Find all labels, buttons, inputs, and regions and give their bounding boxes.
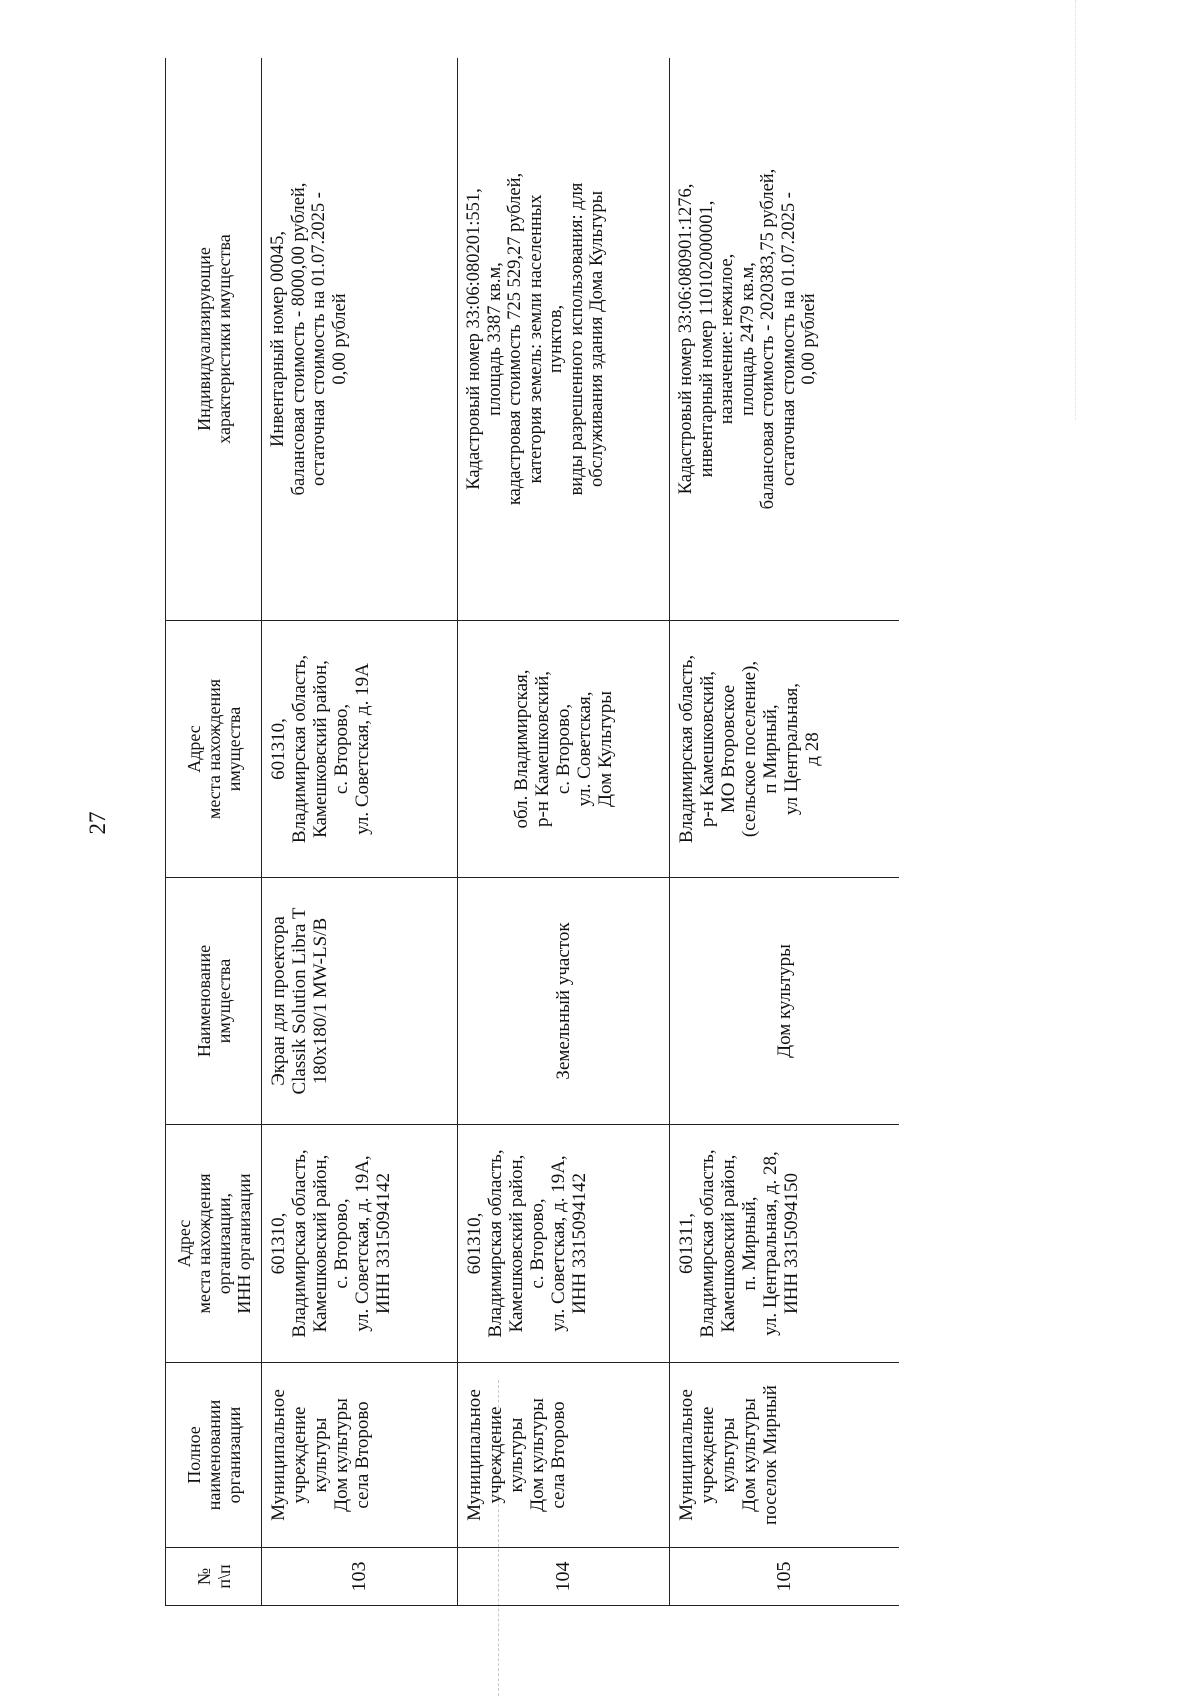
cell-line: Дом культуры [331,1398,352,1512]
cell-line: Муниципальное [676,1389,697,1521]
header-line: Адрес [183,725,204,773]
org-address-cell [670,1125,900,1363]
row-number: 103 [262,1548,458,1606]
cell-line: Дом Культуры [595,690,616,808]
scan-edge-line [1075,0,1076,420]
cell-line: Владимирская область, [676,654,697,844]
table-frame [165,58,899,1606]
cell-line: 601310, [268,1212,289,1275]
cell-line: балансовая стоимость - 8000,00 рублей, [288,182,309,496]
cell-line: с. Второво, [331,703,352,795]
cell-line: категория земель: земли населенных [525,194,546,484]
cell-line: ул. Советская, д. 19А [352,663,373,835]
cell-line: с. Второво, [527,1198,548,1289]
header-line: Полное [183,1426,204,1484]
header-characteristics [166,58,262,621]
cell-line: Камешковский район, [310,660,331,838]
header-line: характеристики имущества [213,234,234,444]
header-line: № [193,1567,214,1586]
property-table [165,58,899,1606]
cell-line: ИНН 3315094150 [781,1173,802,1314]
header-line: места нахождения [193,1173,214,1314]
property-address-cell [262,621,458,878]
cell-line: 601311, [676,1212,697,1275]
cell-line: площадь 2479 кв.м, [737,262,758,416]
header-line: ИНН организации [233,1173,254,1314]
cell-line: п. Мирный, [739,1196,760,1291]
cell-line: культуры [310,1417,331,1493]
cell-line: ул. Советская, д. 19А, [352,1155,373,1332]
cell-line: Камешковский район, [718,1154,739,1333]
cell-line: МО Второвское [718,684,739,814]
cell-line: Муниципальное [464,1389,485,1521]
header-row [166,58,262,1606]
cell-line: 180x180/1 MW-LS/B [310,917,331,1085]
table-row [670,58,900,1606]
cell-line: площадь 3387 кв.м, [484,262,505,416]
header-line: имущества [223,706,244,792]
header-property-address [166,621,262,878]
header-line: места нахождения [203,679,224,820]
cell-line: культуры [506,1417,527,1493]
cell-line: Владимирская область, [697,1149,718,1338]
table-row [458,58,670,1606]
cell-line: Владимирская область, [289,654,310,844]
cell-line: ИНН 3315094142 [373,1173,394,1314]
property-name-cell [458,878,670,1125]
cell-line: обл. Владимирская, [511,669,532,829]
cell-line: села Второво [548,1401,569,1509]
cell-line: Камешковский район, [310,1154,331,1333]
header-line: имущества [213,958,234,1044]
property-name-cell [670,878,900,1125]
cell-line: Инвентарный номер 00045, [268,230,288,448]
org-address-cell [262,1125,458,1363]
cell-line: обслуживания здания Дома Культуры [587,190,607,488]
cell-line: поселок Мирный [760,1385,781,1525]
characteristics-cell [262,58,458,621]
cell-line: ИНН 3315094142 [569,1173,590,1314]
property-address-cell [670,621,900,878]
cell-line: культуры [718,1417,739,1493]
header-org-address [166,1125,262,1363]
cell-line: Дом культуры [774,944,795,1058]
cell-line: Кадастровый номер 33:06:080201:551, [464,188,484,490]
cell-line: Муниципальное [268,1389,289,1521]
cell-line: балансовая стоимость - 2020383,75 рублей, [758,168,778,510]
cell-line: Владимирская область, [289,1149,310,1338]
cell-line: виды разрешенного использования: для [566,182,587,496]
header-line: Адрес [173,1219,194,1268]
cell-line: учреждение [485,1406,506,1504]
header-line: Наименование [193,944,214,1058]
cell-line: 0,00 рублей [799,293,819,385]
cell-line: п Мирный, [760,704,781,794]
cell-line: Земельный участок [553,922,574,1080]
cell-line: Владимирская область, [485,1149,506,1338]
characteristics-cell [458,58,670,621]
org-address-cell [458,1125,670,1363]
cell-line: Кадастровый номер 33:06:080901:1276, [676,183,696,495]
header-line: организации, [213,1192,234,1295]
org-name-cell [458,1363,670,1548]
cell-line: остаточная стоимость на 01.07.2025 - [309,192,329,486]
cell-line: Камешковский район, [506,1154,527,1333]
property-address-cell [458,621,670,878]
cell-line: р-н Камешковский, [532,670,553,828]
header-property-name [166,878,262,1125]
cell-line: с. Второво, [331,1198,352,1289]
cell-line: Classik Solution Libra T [289,907,310,1095]
cell-line: ул. Советская, д. 19А, [548,1155,569,1332]
cell-line: учреждение [289,1406,310,1504]
cell-line: села Второво [352,1401,373,1509]
cell-line: р-н Камешковский, [697,670,718,828]
cell-line: инвентарный номер 110102000001, [696,200,717,478]
property-name-cell [262,878,458,1125]
org-name-cell [670,1363,900,1548]
cell-line: кадастровая стоимость 725 529,27 рублей, [505,172,525,506]
row-number: 104 [458,1548,670,1606]
header-org-name [166,1363,262,1548]
cell-line: 601310, [268,718,289,780]
cell-line: пунктов, [546,304,566,374]
cell-line: ул Центральная, [781,682,802,816]
cell-line: 0,00 рублей [329,293,350,385]
cell-line: с. Второво, [553,703,574,795]
cell-line: ул. Центральная, д. 28, [760,1151,781,1336]
cell-line: Экран для проектора [268,916,289,1086]
cell-line: д 28 [802,732,823,766]
header-line: наименовании [203,1399,224,1511]
page-number: 27 [85,811,110,835]
cell-line: Дом культуры [527,1398,548,1512]
cell-line: 601310, [464,1212,485,1275]
characteristics-cell [670,58,900,621]
cell-line: Дом культуры [739,1398,760,1512]
rotated-table-container [165,58,899,1606]
header-line: Индивидуализирующие [193,247,214,431]
header-line: организации [223,1406,244,1504]
table-row [262,58,458,1606]
header-number [166,1548,262,1606]
cell-line: остаточная стоимость на 01.07.2025 - [778,192,799,486]
cell-line: назначение: нежилое, [717,253,737,425]
cell-line: ул. Советская, [574,691,595,807]
cell-line: учреждение [697,1406,718,1504]
row-number: 105 [670,1548,900,1606]
cell-line: (сельское поселение), [739,660,760,838]
org-name-cell [262,1363,458,1548]
header-line: п\п [213,1564,234,1589]
